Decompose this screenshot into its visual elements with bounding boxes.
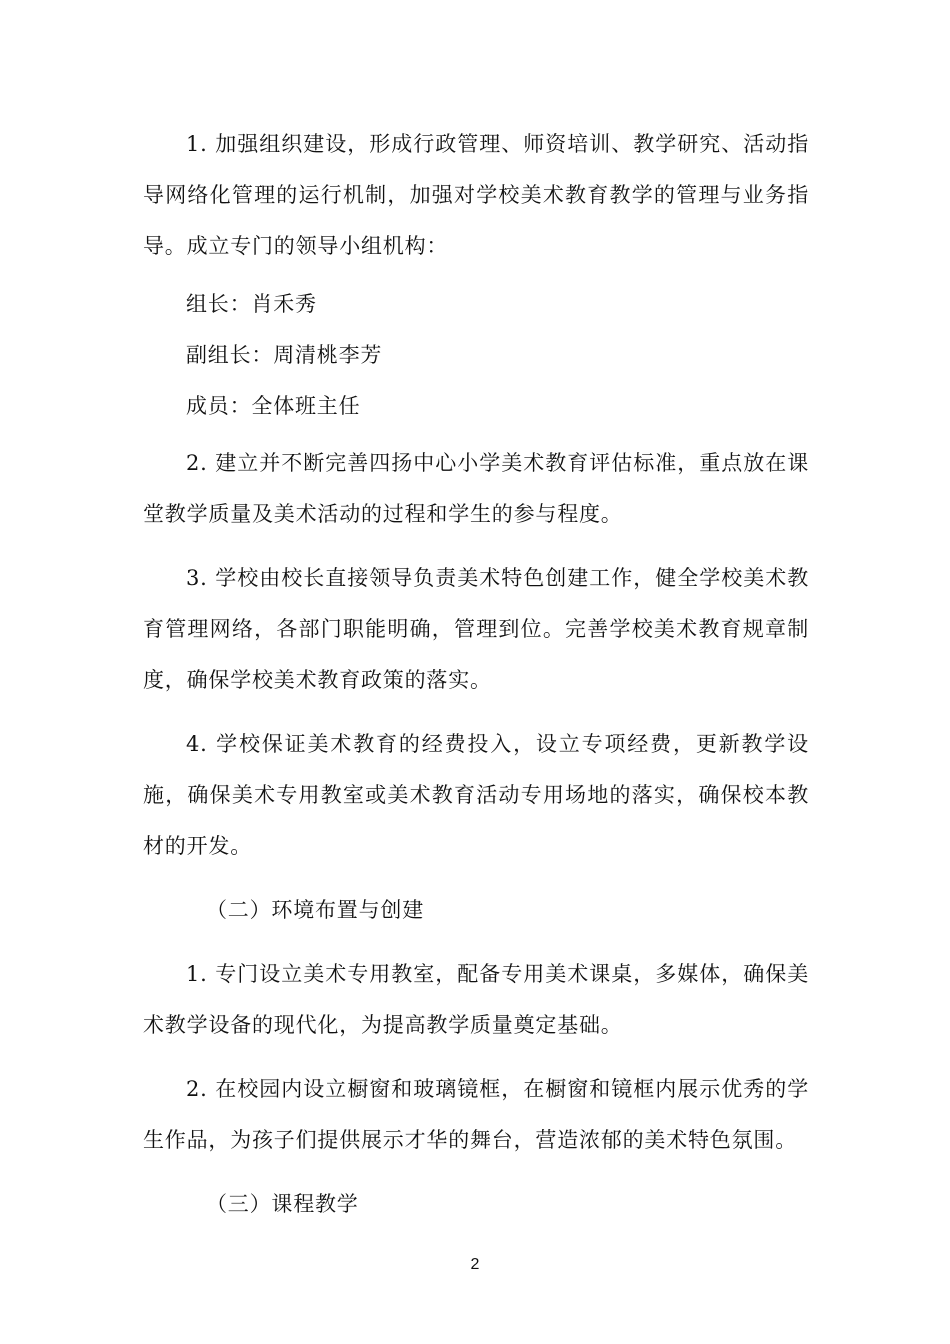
document-body bbox=[143, 119, 809, 1243]
page-number: 2 bbox=[470, 1256, 480, 1273]
paragraph-art-classroom: 1. 专门设立美术专用教室，配备专用美术课桌，多媒体，确保美术教学设备的现代化，为提高教学质量奠定基础。 bbox=[143, 962, 809, 1037]
paragraph-funding: 4. 学校保证美术教育的经费投入，设立专项经费，更新教学设施，确保美术专用教室或美术教育活动专用场地的落实，确保校本教材的开发。 bbox=[143, 732, 809, 858]
paragraph-organization: 1. 加强组织建设，形成行政管理、师资培训、教学研究、活动指导网络化管理的运行机制，加强对学校美术教育教学的管理与业务指导。成立专门的领导小组机构： bbox=[143, 132, 809, 258]
paragraph-evaluation-standard: 2. 建立并不断完善四扬中心小学美术教育评估标准，重点放在课堂教学质量及美术活动的过程和学生的参与程度。 bbox=[143, 451, 809, 526]
section-heading-curriculum: （三）课程教学 bbox=[206, 1192, 359, 1216]
paragraph-principal-leadership: 3. 学校由校长直接领导负责美术特色创建工作，健全学校美术教育管理网络，各部门职能明确，管理到位。完善学校美术教育规章制度，确保学校美术教育政策的落实。 bbox=[143, 566, 809, 692]
paragraph-members: 成员：全体班主任 bbox=[186, 394, 361, 418]
paragraph-deputy-leader: 副组长：周清桃李芳 bbox=[186, 343, 383, 367]
section-heading-environment: （二）环境布置与创建 bbox=[206, 898, 424, 922]
paragraph-showcase: 2. 在校园内设立橱窗和玻璃镜框，在橱窗和镜框内展示优秀的学生作品，为孩子们提供展示才华的舞台，营造浓郁的美术特色氛围。 bbox=[143, 1077, 809, 1152]
paragraph-group-leader: 组长：肖禾秀 bbox=[186, 292, 317, 316]
